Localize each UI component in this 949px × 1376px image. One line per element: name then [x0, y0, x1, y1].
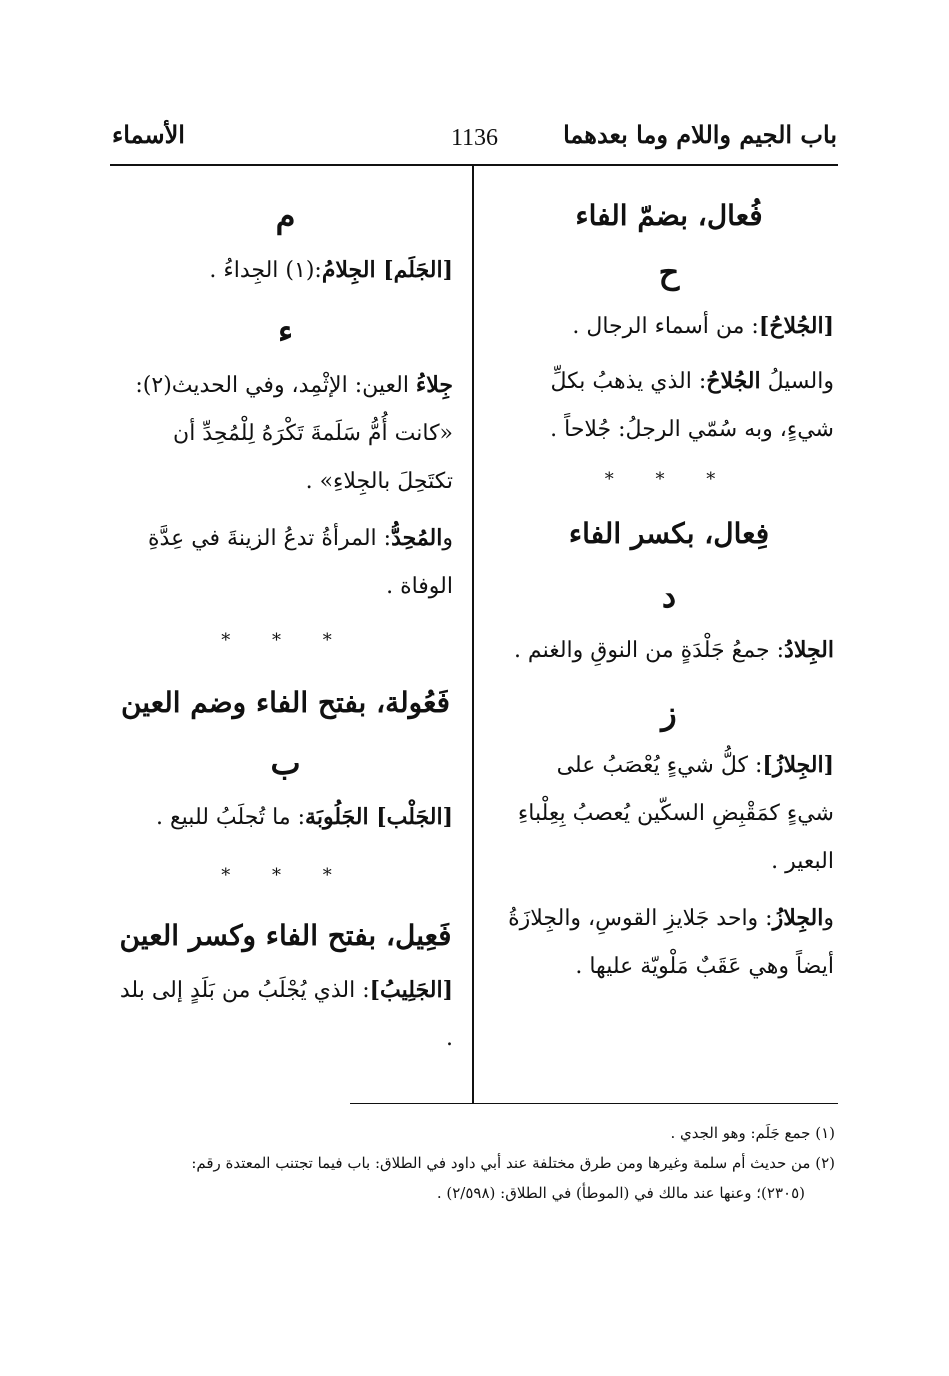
letter-heading: م — [275, 197, 296, 235]
letter-heading: ح — [658, 253, 680, 291]
entry-head: جِلاءُ — [415, 372, 453, 398]
entry-text: : كلُّ شيءٍ يُعْصَبُ على شيءٍ كمَقْبِضِ السكّين يُعصبُ بِعِلْباءِ البعير . — [517, 753, 834, 874]
entry-head: المُحِدُّ — [391, 525, 443, 551]
entry-head: [الجَلْب] الجَلُوبَة — [305, 804, 453, 830]
right-column — [504, 192, 834, 991]
entry-text: : ما تُجلَبُ للبيع . — [155, 805, 306, 830]
header-rule — [110, 164, 838, 166]
entry-text: : جمعُ جَلْدَةٍ من النوقِ والغنم . — [513, 638, 785, 663]
page-number: 1136 — [450, 125, 499, 151]
entry-text: : الذي يُجْلَبُ من بَلَدٍ إلى بلد . — [119, 978, 453, 1051]
entry-text: العين: الإثْمِد، وفي الحديث(٢): «كانت أُمُّ سَلَمةَ تَكْرَهُ لِلْمُحِدِّ أن تكتَحِلَ بالجِلاءِ» . — [135, 373, 453, 494]
entry — [118, 246, 453, 295]
footnotes — [115, 1118, 835, 1208]
entry-prefix: و — [823, 906, 834, 931]
letter-heading: ء — [277, 312, 294, 350]
entry-head: الجِلادُ — [784, 637, 834, 663]
entry — [504, 626, 834, 675]
left-column — [118, 192, 453, 1063]
entry-prefix: والسيلُ — [760, 369, 834, 394]
section-heading: فَعُولة، بفتح الفاء وضم العين — [120, 686, 451, 719]
entry-text: : الذي يذهبُ بكلِّ شيءٍ، وبه سُمّي الرجلُ: جُلاحاً . — [550, 369, 834, 442]
section-heading: فُعال، بضمّ الفاء — [575, 199, 763, 232]
entry-head: [الجِلازُ] — [762, 752, 834, 778]
entry-head: [الجَلَم] الجِلامُ — [321, 257, 453, 283]
entry — [118, 966, 453, 1063]
entry-text: : المرأةُ تدعُ الزينةَ في عِدَّةِ الوفاة . — [148, 526, 453, 599]
entry-text: : من أسماء الرجال . — [572, 314, 759, 339]
entry — [118, 793, 453, 842]
section-title: الأسماء — [112, 120, 185, 149]
column-divider — [472, 166, 474, 1104]
entry-prefix: و — [442, 526, 453, 551]
entry-head: [الجَلِيبُ] — [369, 977, 453, 1003]
entry — [504, 357, 834, 454]
footnote-2-line-1: (٢) من حديث أم سلمة وغيرها ومن طرق مختلفة عند أبي داود في الطلاق: باب فيما تجتنب المعتدة رقم: — [191, 1154, 835, 1172]
entry-head: الجُلاحُ — [706, 368, 761, 394]
entry-head: [الجُلاحُ] — [758, 313, 834, 339]
letter-heading: ز — [661, 694, 677, 732]
section-heading: فِعال، بكسر الفاء — [568, 517, 770, 550]
entry — [504, 894, 834, 991]
entry-text: :(١) الجِداءُ . — [209, 258, 322, 283]
separator-stars: * * * — [221, 865, 350, 886]
running-title: باب الجيم واللام وما بعدهما — [563, 120, 837, 149]
footnote-2-line-2: (٢٣٠٥)؛ وعنها عند مالك في (الموطأ) في الطلاق: (٢/٥٩٨) . — [436, 1184, 805, 1202]
entry — [118, 361, 453, 506]
entry-head: الجِلازُ — [772, 905, 824, 931]
footnote-1: (١) جمع جَلَم: وهو الجدي . — [670, 1124, 835, 1142]
letter-heading: د — [661, 577, 677, 615]
footnote-rule — [350, 1103, 838, 1104]
section-heading: فَعِيل، بفتح الفاء وكسر العين — [119, 919, 452, 952]
entry — [504, 741, 834, 886]
entry — [504, 302, 834, 351]
entry — [118, 514, 453, 611]
separator-stars: * * * — [221, 630, 350, 651]
entry-text: : واحد جَلايزِ القوسِ، والجِلازَةُ أيضاً وهي عَقَبٌ مَلْويّة عليها . — [508, 906, 834, 979]
letter-heading: ب — [270, 744, 301, 782]
separator-stars: * * * — [604, 469, 734, 490]
